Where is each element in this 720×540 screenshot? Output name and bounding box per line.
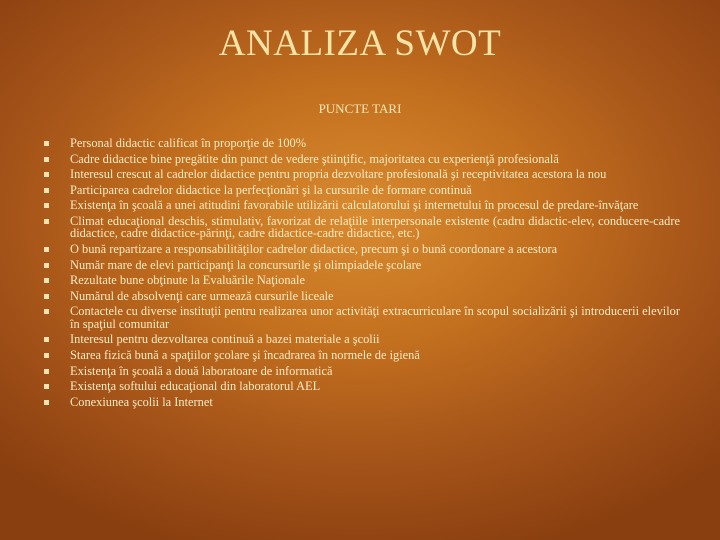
bullet-text: Climat educaţional deschis, stimulativ, favorizat de relaţiile interpersonale existente (cadru didactic-elev, conducere-cadre didactice, cadre didactice-părinţi, cadre didactice-cadre didactice, etc.) (70, 213, 680, 241)
bullet-item (44, 168, 680, 180)
bullet-text: Rezultate bune obţinute la Evaluările Naţionale (70, 273, 305, 288)
bullet-item (44, 333, 680, 345)
square-bullet-icon (44, 309, 49, 314)
bullet-text: Cadre didactice bine pregătite din punct de vedere ştiinţific, majoritatea cu experienţă profesională (70, 151, 559, 166)
slide-title: ANALIZA SWOT (218, 23, 502, 64)
bullet-item (44, 184, 680, 196)
bullet-text: Conexiunea şcolii la Internet (70, 394, 213, 409)
square-bullet-icon (44, 247, 49, 252)
bullet-text: Numărul de absolvenţi care urmează cursurile liceale (70, 288, 334, 303)
bullet-text: Personal didactic calificat în proporţie de 100% (70, 136, 307, 150)
bullet-item (44, 137, 680, 149)
bullet-item (44, 290, 680, 302)
bullet-text: Starea fizică bună a spaţiilor şcolare şi încadrarea în normele de igienă (70, 347, 420, 362)
square-bullet-icon (44, 294, 49, 299)
square-bullet-icon (44, 337, 49, 342)
bullet-text: O bună repartizare a responsabilităţilor cadrelor didactice, precum şi o bună coordonare a acestora (70, 241, 558, 256)
bullet-item (44, 305, 680, 330)
bullet-list (44, 137, 680, 411)
slide-subtitle: PUNCTE TARI (318, 101, 402, 116)
bullet-text: Existenţa softului educaţional din laboratorul AEL (70, 379, 321, 394)
bullet-text: Participarea cadrelor didactice la perfecţionări şi la cursurile de formare continuă (70, 182, 472, 197)
square-bullet-icon (44, 400, 49, 405)
bullet-item (44, 365, 680, 377)
square-bullet-icon (44, 188, 49, 193)
bullet-item (44, 243, 680, 255)
square-bullet-icon (44, 157, 49, 162)
bullet-item (44, 349, 680, 361)
bullet-item (44, 199, 680, 211)
bullet-item (44, 274, 680, 286)
bullet-text: Existenţa în şcoală a unei atitudini favorabile utilizării calculatorului şi internetului în procesul de predare-învăţare (70, 198, 639, 213)
square-bullet-icon (44, 203, 49, 208)
square-bullet-icon (44, 384, 49, 389)
bullet-item (44, 259, 680, 271)
square-bullet-icon (44, 369, 49, 374)
bullet-text: Existenţa în şcoală a două laboratoare de informatică (70, 363, 333, 378)
bullet-text: Interesul pentru dezvoltarea continuă a bazei materiale a şcolii (70, 332, 380, 347)
bullet-text: Interesul crescut al cadrelor didactice pentru propria dezvoltare profesională şi receptivitatea acestora la nou (70, 167, 607, 182)
square-bullet-icon (44, 263, 49, 268)
square-bullet-icon (44, 278, 49, 283)
square-bullet-icon (44, 219, 49, 224)
square-bullet-icon (44, 353, 49, 358)
bullet-item (44, 396, 680, 408)
bullet-item (44, 380, 680, 392)
square-bullet-icon (44, 172, 49, 177)
bullet-item (44, 153, 680, 165)
bullet-item (44, 215, 680, 240)
bullet-text: Contactele cu diverse instituţii pentru realizarea unor activităţi extracurriculare în scopul socializării şi introducerii elevilor în spaţiul comunitar (70, 304, 680, 331)
square-bullet-icon (44, 141, 49, 146)
bullet-text: Număr mare de elevi participanţi la concursurile şi olimpiadele şcolare (70, 257, 422, 272)
